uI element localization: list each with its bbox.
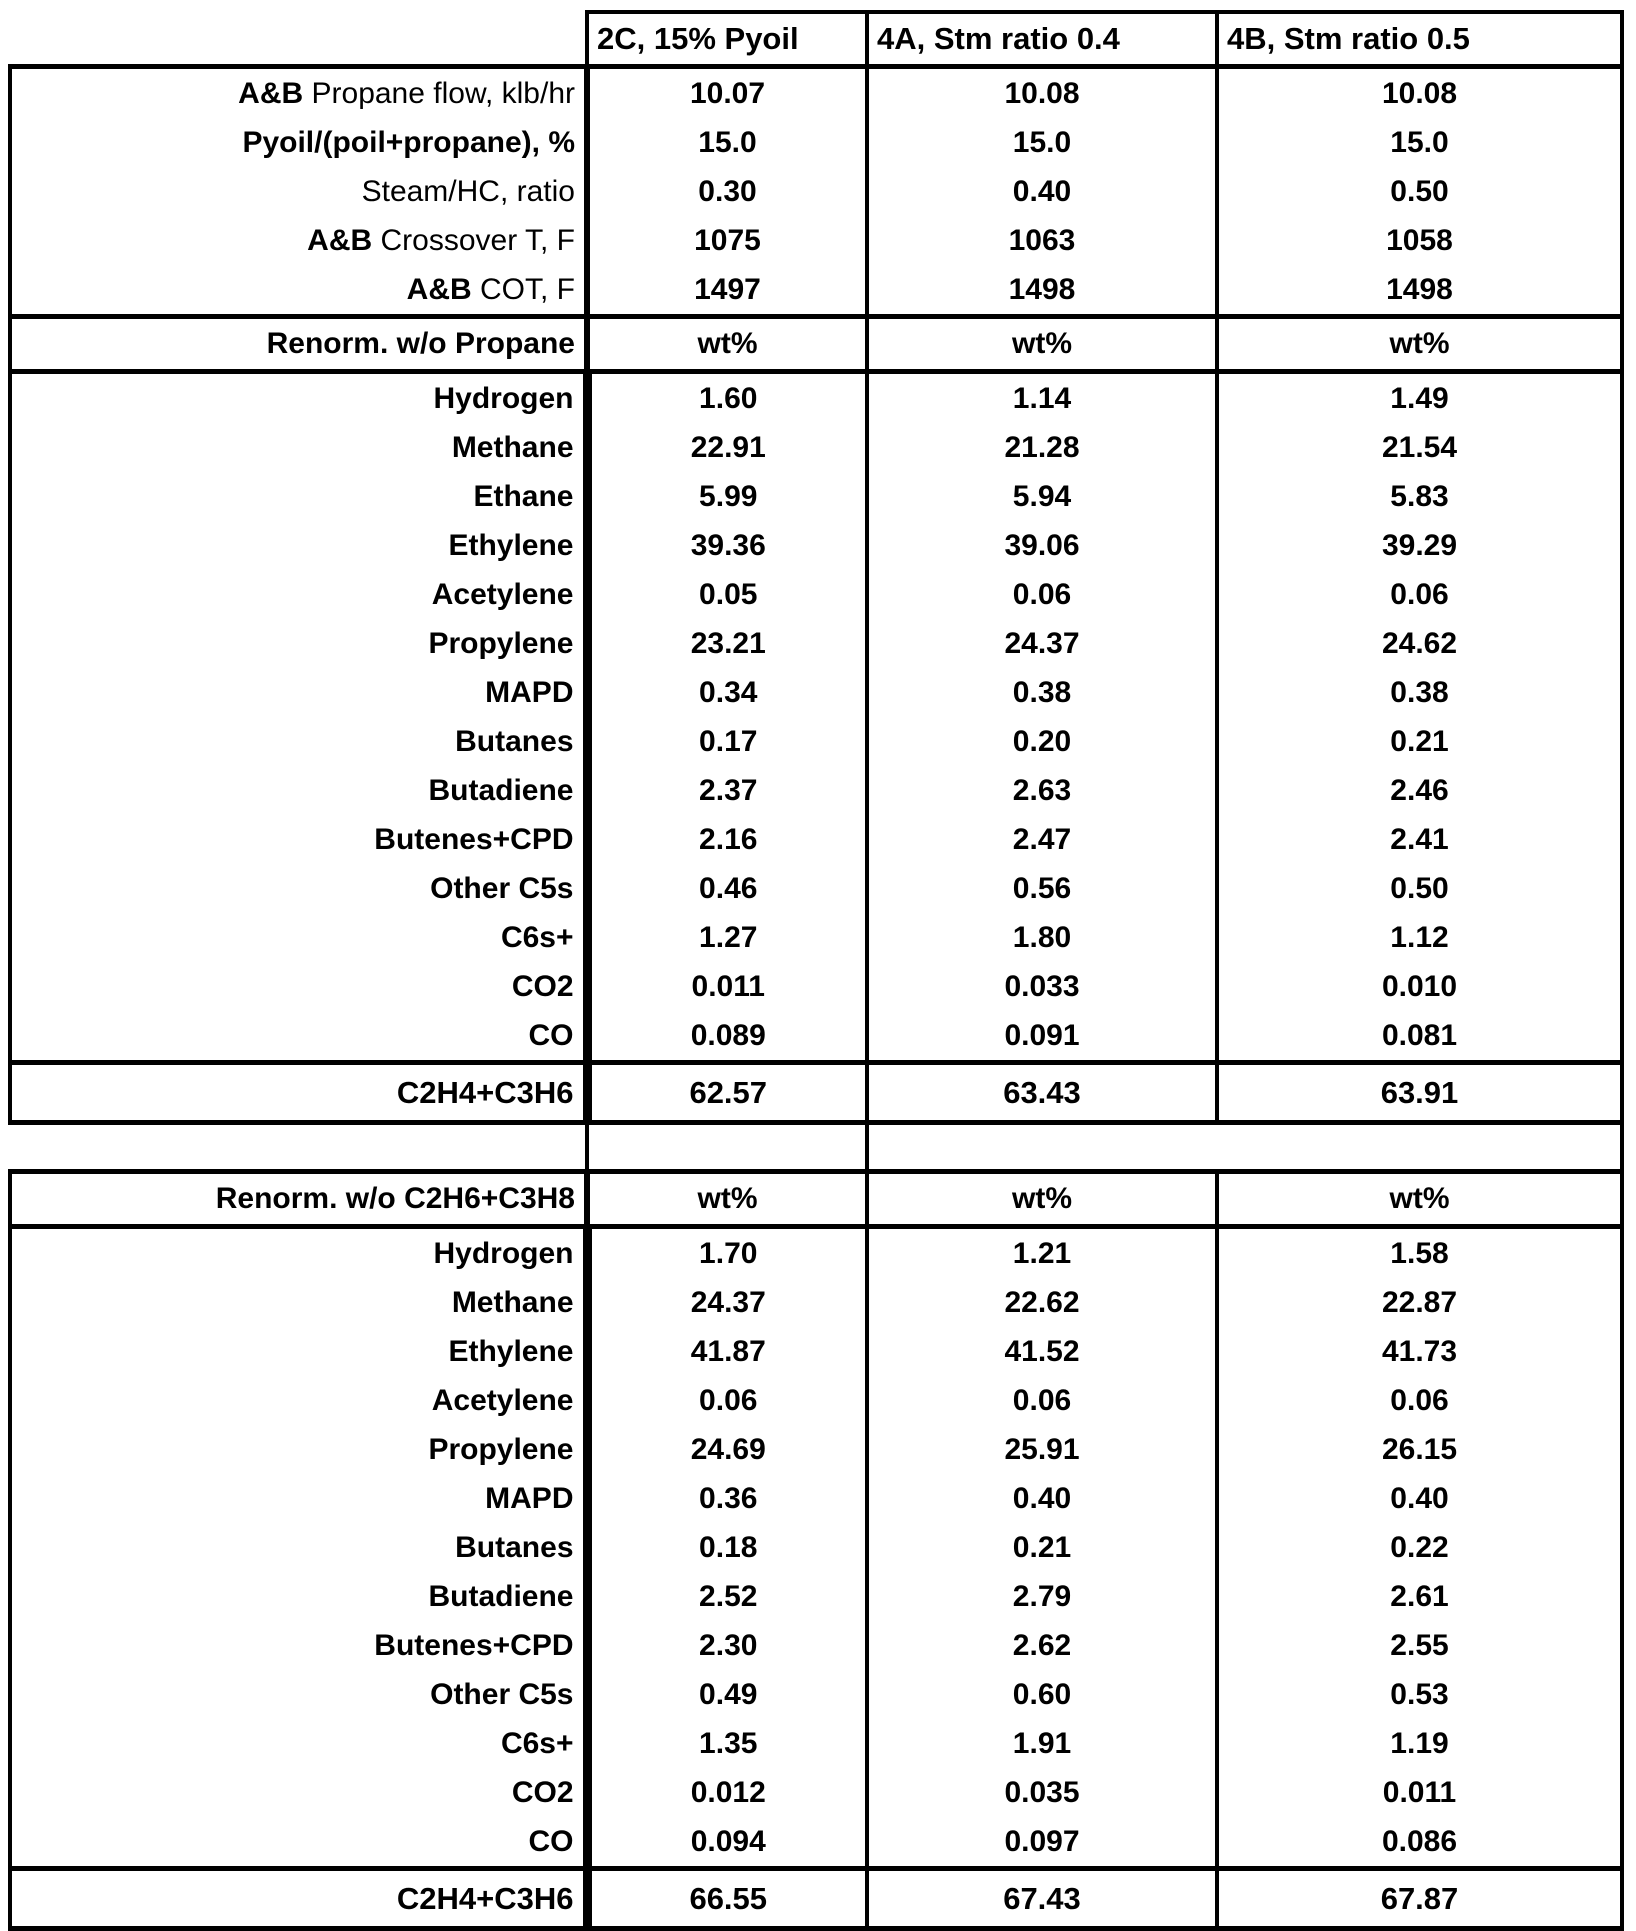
- species-row-label: Butanes: [10, 717, 587, 766]
- cond-row: [10, 216, 1622, 265]
- cond-row: [10, 67, 1622, 119]
- species-row-label: CO: [10, 1011, 587, 1063]
- section-header-label: Renorm. w/o Propane: [10, 317, 587, 372]
- total-row: [10, 1869, 1622, 1929]
- species-value-cell: 0.40: [1217, 1474, 1622, 1523]
- species-value-cell: 1.91: [867, 1719, 1217, 1768]
- species-row: [10, 962, 1622, 1011]
- species-value-cell: 2.61: [1217, 1572, 1622, 1621]
- species-value-cell: 0.21: [867, 1523, 1217, 1572]
- species-value-cell: 0.06: [867, 1376, 1217, 1425]
- species-value-cell: 0.011: [587, 962, 867, 1011]
- species-row: [10, 372, 1622, 424]
- species-value-cell: 24.37: [867, 619, 1217, 668]
- species-value-cell: 0.49: [587, 1670, 867, 1719]
- condition-row-label-bold-part: Pyoil/(poil+propane), %: [242, 125, 575, 159]
- species-value-cell: 2.16: [587, 815, 867, 864]
- species-value-cell: 24.62: [1217, 619, 1622, 668]
- species-value-cell: 1.12: [1217, 913, 1622, 962]
- species-value-cell: 0.011: [1217, 1768, 1622, 1817]
- species-row: [10, 1817, 1622, 1869]
- species-row-label: CO: [10, 1817, 587, 1869]
- total-value-cell: 66.55: [587, 1869, 867, 1929]
- species-row: [10, 1425, 1622, 1474]
- section-unit-cell: wt%: [867, 317, 1217, 372]
- species-value-cell: 0.081: [1217, 1011, 1622, 1063]
- species-row: [10, 1376, 1622, 1425]
- condition-row-label-regular-part: Propane flow, klb/hr: [303, 76, 575, 110]
- section-unit-cell: wt%: [1217, 1172, 1622, 1227]
- gap-cell: [867, 1123, 1217, 1172]
- species-value-cell: 0.089: [587, 1011, 867, 1063]
- total-value-cell: 67.87: [1217, 1869, 1622, 1929]
- species-row: [10, 1474, 1622, 1523]
- species-row-label: Acetylene: [10, 1376, 587, 1425]
- species-value-cell: 0.34: [587, 668, 867, 717]
- condition-value-cell: 1497: [587, 265, 867, 317]
- total-row-label: C2H4+C3H6: [10, 1869, 587, 1929]
- species-row: [10, 1278, 1622, 1327]
- species-value-cell: 2.52: [587, 1572, 867, 1621]
- species-row-label: Ethylene: [10, 1327, 587, 1376]
- species-value-cell: 41.87: [587, 1327, 867, 1376]
- species-value-cell: 1.49: [1217, 372, 1622, 424]
- species-value-cell: 0.20: [867, 717, 1217, 766]
- species-row: [10, 521, 1622, 570]
- sec-row: [10, 1172, 1622, 1227]
- hdr-row: [10, 12, 1622, 67]
- species-value-cell: 24.37: [587, 1278, 867, 1327]
- results-table: [8, 10, 1624, 1931]
- species-row-label: MAPD: [10, 1474, 587, 1523]
- total-value-cell: 67.43: [867, 1869, 1217, 1929]
- species-value-cell: 0.36: [587, 1474, 867, 1523]
- condition-value-cell: 1075: [587, 216, 867, 265]
- total-row-label: C2H4+C3H6: [10, 1063, 587, 1123]
- species-value-cell: 22.91: [587, 423, 867, 472]
- condition-row-label-regular-part: Steam/HC, ratio: [361, 174, 575, 208]
- species-row-label: Methane: [10, 423, 587, 472]
- section-unit-cell: wt%: [587, 1172, 867, 1227]
- species-row: [10, 1572, 1622, 1621]
- species-row: [10, 1011, 1622, 1063]
- cond-row: [10, 265, 1622, 317]
- total-value-cell: 62.57: [587, 1063, 867, 1123]
- species-value-cell: 0.38: [867, 668, 1217, 717]
- condition-row-label-regular-part: Crossover T, F: [372, 223, 575, 257]
- species-value-cell: 0.38: [1217, 668, 1622, 717]
- species-row: [10, 472, 1622, 521]
- condition-value-cell: 1498: [1217, 265, 1622, 317]
- species-value-cell: 0.010: [1217, 962, 1622, 1011]
- species-value-cell: 1.27: [587, 913, 867, 962]
- species-value-cell: 0.06: [587, 1376, 867, 1425]
- condition-row-label: [10, 118, 587, 167]
- species-value-cell: 0.40: [867, 1474, 1217, 1523]
- species-value-cell: 0.06: [867, 570, 1217, 619]
- species-value-cell: 39.06: [867, 521, 1217, 570]
- cond-row: [10, 167, 1622, 216]
- condition-row-label-regular-part: COT, F: [471, 272, 575, 306]
- condition-value-cell: 0.30: [587, 167, 867, 216]
- species-value-cell: 2.37: [587, 766, 867, 815]
- species-value-cell: 21.54: [1217, 423, 1622, 472]
- condition-row-label: [10, 265, 587, 317]
- species-value-cell: 0.094: [587, 1817, 867, 1869]
- condition-value-cell: 1498: [867, 265, 1217, 317]
- species-value-cell: 1.58: [1217, 1227, 1622, 1279]
- species-row: [10, 668, 1622, 717]
- species-value-cell: 0.46: [587, 864, 867, 913]
- column-header: 4B, Stm ratio 0.5: [1217, 12, 1622, 67]
- species-row: [10, 864, 1622, 913]
- total-value-cell: 63.43: [867, 1063, 1217, 1123]
- section-unit-cell: wt%: [867, 1172, 1217, 1227]
- species-value-cell: 2.62: [867, 1621, 1217, 1670]
- species-value-cell: 0.22: [1217, 1523, 1622, 1572]
- species-value-cell: 41.73: [1217, 1327, 1622, 1376]
- results-table-body: [10, 12, 1622, 1929]
- condition-value-cell: 10.08: [867, 67, 1217, 119]
- species-row-label: Propylene: [10, 619, 587, 668]
- table-corner-cell: [10, 12, 587, 67]
- species-row: [10, 1621, 1622, 1670]
- species-value-cell: 0.56: [867, 864, 1217, 913]
- species-row: [10, 1670, 1622, 1719]
- gap-cell: [587, 1123, 867, 1172]
- species-value-cell: 1.19: [1217, 1719, 1622, 1768]
- species-row: [10, 717, 1622, 766]
- species-row-label: Hydrogen: [10, 372, 587, 424]
- condition-value-cell: 10.08: [1217, 67, 1622, 119]
- cond-row: [10, 118, 1622, 167]
- species-row-label: C6s+: [10, 913, 587, 962]
- section-unit-cell: wt%: [1217, 317, 1622, 372]
- species-value-cell: 2.79: [867, 1572, 1217, 1621]
- condition-value-cell: 10.07: [587, 67, 867, 119]
- condition-value-cell: 15.0: [867, 118, 1217, 167]
- species-value-cell: 26.15: [1217, 1425, 1622, 1474]
- species-row: [10, 1227, 1622, 1279]
- species-value-cell: 24.69: [587, 1425, 867, 1474]
- species-row-label: CO2: [10, 962, 587, 1011]
- species-value-cell: 2.46: [1217, 766, 1622, 815]
- species-row-label: Butadiene: [10, 766, 587, 815]
- species-value-cell: 1.80: [867, 913, 1217, 962]
- species-value-cell: 0.06: [1217, 1376, 1622, 1425]
- species-value-cell: 39.36: [587, 521, 867, 570]
- species-row-label: Ethane: [10, 472, 587, 521]
- species-row: [10, 619, 1622, 668]
- gap-cell: [10, 1123, 587, 1172]
- species-value-cell: 39.29: [1217, 521, 1622, 570]
- condition-row-label: [10, 167, 587, 216]
- species-row: [10, 815, 1622, 864]
- species-row-label: CO2: [10, 1768, 587, 1817]
- species-value-cell: 22.62: [867, 1278, 1217, 1327]
- section-unit-cell: wt%: [587, 317, 867, 372]
- species-value-cell: 2.30: [587, 1621, 867, 1670]
- species-row-label: Hydrogen: [10, 1227, 587, 1279]
- species-row-label: Acetylene: [10, 570, 587, 619]
- species-value-cell: 1.21: [867, 1227, 1217, 1279]
- species-value-cell: 0.18: [587, 1523, 867, 1572]
- condition-row-label: [10, 216, 587, 265]
- condition-value-cell: 15.0: [587, 118, 867, 167]
- species-value-cell: 0.033: [867, 962, 1217, 1011]
- condition-row-label: [10, 67, 587, 119]
- species-row: [10, 570, 1622, 619]
- species-value-cell: 0.17: [587, 717, 867, 766]
- species-value-cell: 0.60: [867, 1670, 1217, 1719]
- condition-value-cell: 1063: [867, 216, 1217, 265]
- species-row-label: MAPD: [10, 668, 587, 717]
- species-value-cell: 0.097: [867, 1817, 1217, 1869]
- species-value-cell: 25.91: [867, 1425, 1217, 1474]
- species-row-label: Butenes+CPD: [10, 815, 587, 864]
- section-header-label: Renorm. w/o C2H6+C3H8: [10, 1172, 587, 1227]
- gap-cell: [1217, 1123, 1622, 1172]
- species-value-cell: 1.35: [587, 1719, 867, 1768]
- condition-value-cell: 15.0: [1217, 118, 1622, 167]
- column-header: 2C, 15% Pyoil: [587, 12, 867, 67]
- species-value-cell: 0.50: [1217, 864, 1622, 913]
- gap-row: [10, 1123, 1622, 1172]
- species-value-cell: 2.55: [1217, 1621, 1622, 1670]
- species-row: [10, 1523, 1622, 1572]
- species-value-cell: 1.70: [587, 1227, 867, 1279]
- species-row: [10, 1327, 1622, 1376]
- species-row-label: Butenes+CPD: [10, 1621, 587, 1670]
- species-value-cell: 0.091: [867, 1011, 1217, 1063]
- species-value-cell: 5.94: [867, 472, 1217, 521]
- condition-value-cell: 1058: [1217, 216, 1622, 265]
- species-value-cell: 5.83: [1217, 472, 1622, 521]
- species-row: [10, 913, 1622, 962]
- sec-row: [10, 317, 1622, 372]
- species-value-cell: 2.47: [867, 815, 1217, 864]
- species-value-cell: 1.60: [587, 372, 867, 424]
- species-value-cell: 2.63: [867, 766, 1217, 815]
- condition-value-cell: 0.40: [867, 167, 1217, 216]
- species-row-label: Other C5s: [10, 864, 587, 913]
- total-value-cell: 63.91: [1217, 1063, 1622, 1123]
- species-value-cell: 0.086: [1217, 1817, 1622, 1869]
- condition-row-label-bold-part: A&B: [307, 223, 373, 257]
- species-value-cell: 41.52: [867, 1327, 1217, 1376]
- species-row-label: C6s+: [10, 1719, 587, 1768]
- condition-value-cell: 0.50: [1217, 167, 1622, 216]
- column-header: 4A, Stm ratio 0.4: [867, 12, 1217, 67]
- condition-row-label-bold-part: A&B: [238, 76, 304, 110]
- species-value-cell: 0.012: [587, 1768, 867, 1817]
- species-row-label: Methane: [10, 1278, 587, 1327]
- condition-row-label-bold-part: A&B: [406, 272, 472, 306]
- species-row: [10, 423, 1622, 472]
- species-value-cell: 0.21: [1217, 717, 1622, 766]
- species-value-cell: 23.21: [587, 619, 867, 668]
- species-value-cell: 5.99: [587, 472, 867, 521]
- species-value-cell: 0.53: [1217, 1670, 1622, 1719]
- species-value-cell: 22.87: [1217, 1278, 1622, 1327]
- species-value-cell: 0.06: [1217, 570, 1622, 619]
- species-row: [10, 766, 1622, 815]
- species-value-cell: 21.28: [867, 423, 1217, 472]
- species-row-label: Butanes: [10, 1523, 587, 1572]
- species-row-label: Propylene: [10, 1425, 587, 1474]
- species-value-cell: 0.05: [587, 570, 867, 619]
- species-row: [10, 1719, 1622, 1768]
- species-row-label: Butadiene: [10, 1572, 587, 1621]
- species-row: [10, 1768, 1622, 1817]
- total-row: [10, 1063, 1622, 1123]
- species-row-label: Ethylene: [10, 521, 587, 570]
- species-value-cell: 0.035: [867, 1768, 1217, 1817]
- species-value-cell: 2.41: [1217, 815, 1622, 864]
- species-row-label: Other C5s: [10, 1670, 587, 1719]
- species-value-cell: 1.14: [867, 372, 1217, 424]
